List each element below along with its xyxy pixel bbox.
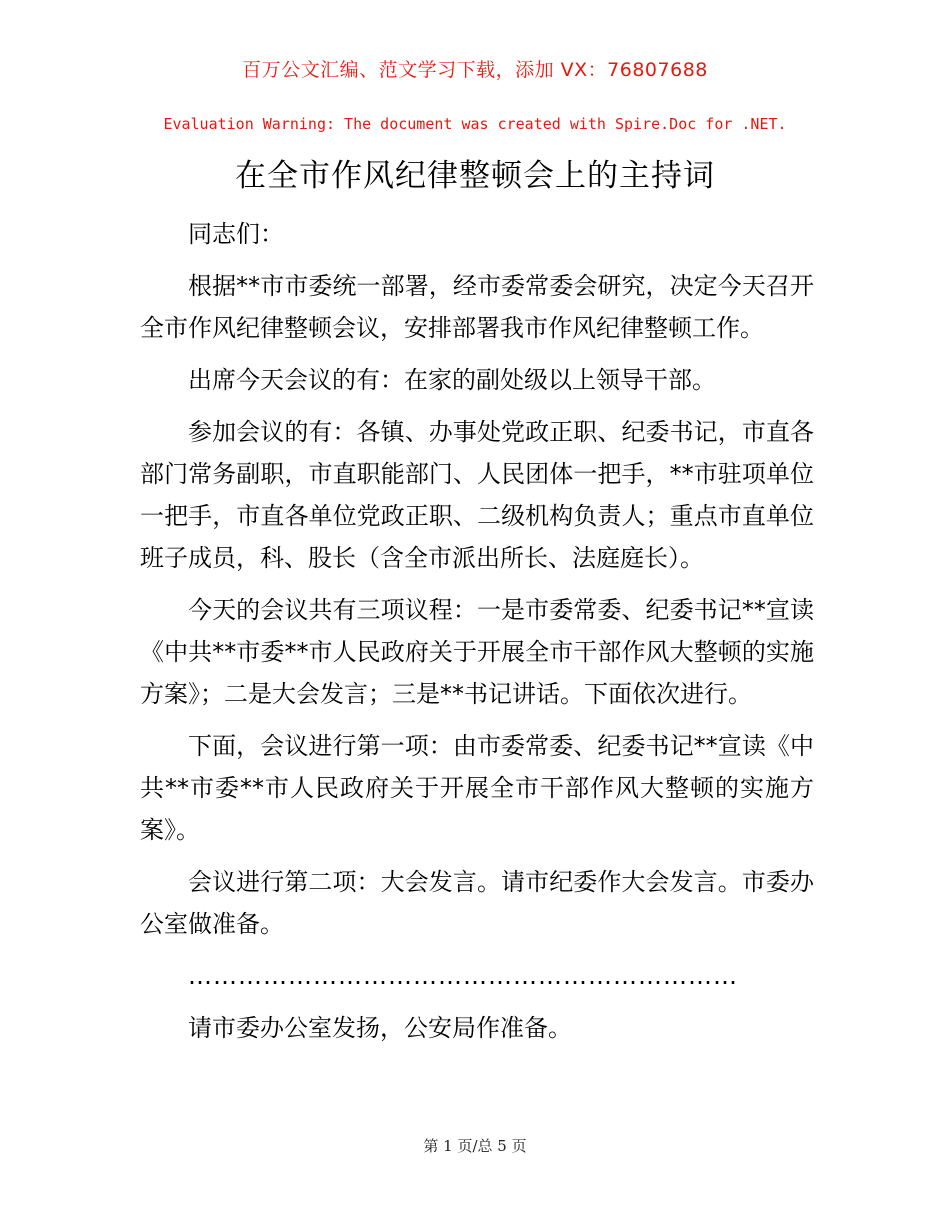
page-number-footer: 第 1 页/总 5 页	[423, 1137, 527, 1155]
paragraph-intro: 根据**市市委统一部署，经市委常委会研究，决定今天召开全市作风纪律整顿会议，安排部署我市作风纪律整顿工作。	[140, 272, 814, 342]
paragraph-participants: 参加会议的有：各镇、办事处党政正职、纪委书记，市直各部门常务副职，市直职能部门、人民团体一把手，**市驻项单位一把手，市直各单位党政正职、二级机构负责人；重点市直单位班子成员，科、股长（含全市派出所长、法庭庭长）。	[140, 418, 814, 572]
paragraph-item-one: 下面，会议进行第一项：由市委常委、纪委书记**宣读《中共**市委**市人民政府关于开展全市干部作风大整顿的实施方案》。	[140, 732, 814, 844]
paragraph-attendees: 出席今天会议的有：在家的副处级以上领导干部。	[188, 366, 716, 394]
paragraph-salutation: 同志们：	[188, 220, 284, 248]
paragraph-ellipsis: …………………………………………………………	[188, 962, 738, 990]
document-title: 在全市作风纪律整顿会上的主持词	[235, 158, 715, 194]
header-ad-text: 百万公文汇编、范文学习下载，添加 VX：76807688	[242, 59, 708, 81]
document-body	[140, 213, 814, 1059]
paragraph-next-speaker: 请市委办公室发扬，公安局作准备。	[188, 1014, 572, 1042]
paragraph-agenda: 今天的会议共有三项议程：一是市委常委、纪委书记**宣读《中共**市委**市人民政府关于开展全市干部作风大整顿的实施方案》；二是大会发言；三是**书记讲话。下面依次进行。	[140, 596, 814, 708]
paragraph-item-two: 会议进行第二项：大会发言。请市纪委作大会发言。市委办公室做准备。	[140, 868, 814, 938]
evaluation-warning: Evaluation Warning: The document was created with Spire.Doc for .NET.	[163, 115, 787, 133]
